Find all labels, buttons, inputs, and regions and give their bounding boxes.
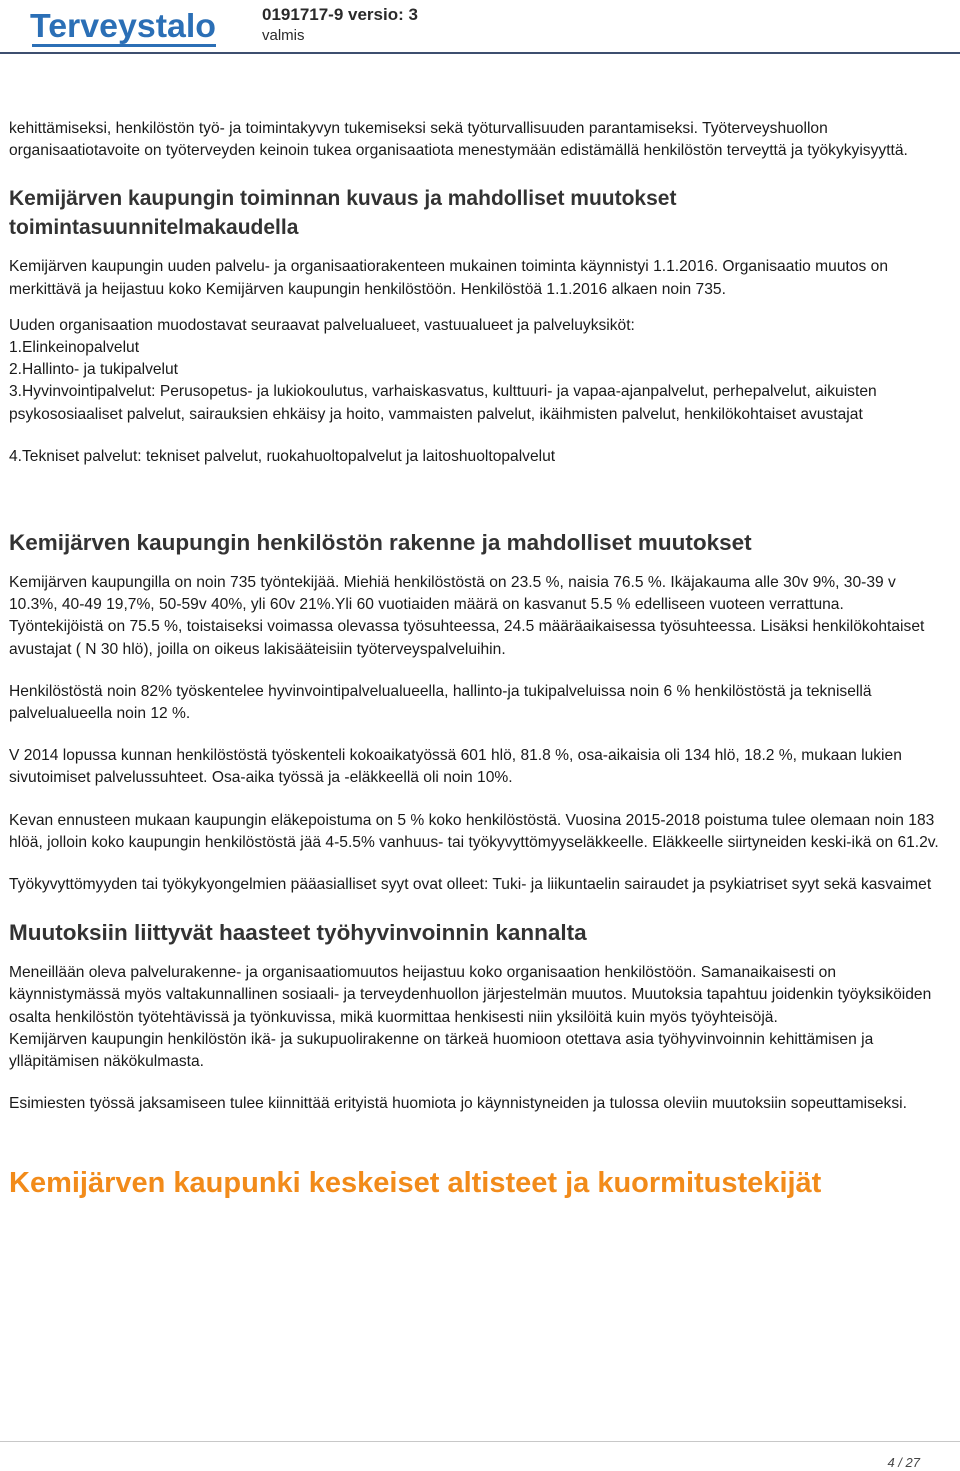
section-heading-toiminnan-kuvaus: Kemijärven kaupungin toiminnan kuvaus ja mahdolliset muutokset toimintasuunnitelmakaudella [9, 187, 677, 240]
document-status: valmis [262, 27, 305, 44]
intro-paragraph: kehittämiseksi, henkilöstön työ- ja toimintakyvyn tukemiseksi sekä työturvallisuuden parantamiseksi. Työterveyshuollon organisaatiotavoite on työterveyden keinoin tukea organisaatiota menestymään edistämällä henkilöstön terveyttä ja työkykyisyyttä. [9, 120, 908, 160]
service-unit-4: 4.Tekniset palvelut: tekniset palvelut, ruokahuoltopalvelut ja laitoshuoltopalvelut [9, 447, 556, 465]
section-heading-muutoksiin-liittyvat-haasteet: Muutoksiin liittyvät haasteet työhyvinvoinnin kannalta [9, 920, 587, 946]
document-id: 0191717-9 versio: 3 [262, 5, 418, 24]
document-meta [262, 5, 418, 46]
section2-paragraph-3: V 2014 lopussa kunnan henkilöstöstä työskenteli kokoaikatyössä 601 hlö, 81.8 %, osa-aikaisia oli 134 hlö, 18.2 %, mukaan lukien sivutoimiset palvelussuhteet. Osa-aika työssä ja -eläkkeellä oli noin 10%. [9, 747, 902, 787]
section3-paragraph-1b: Kemijärven kaupungin henkilöstön ikä- ja sukupuolirakenne on tärkeä huomioon otettava asia työhyvinvoinnin kehittämisen ja ylläpitämisen näkökulmasta. [9, 1030, 874, 1071]
section2-paragraph-2: Henkilöstöstä noin 82% työskentelee hyvinvointipalvelualueella, hallinto-ja tukipalveluissa noin 6 % henkilöstöstä ja teknisellä palvelualueella noin 12 %. [9, 682, 872, 723]
footer-divider [0, 1441, 960, 1442]
section2-paragraph-4: Kevan ennusteen mukaan kaupungin eläkepoistuma on 5 % koko henkilöstöstä. Vuosina 2015-2018 poistuma tulee olemaan noin 183 hlöä, jolloin koko kaupungin henkilöstöstä jää 4-5.5% vanhuus- tai työkyvyttömyyseläkkeelle. Eläkkeelle siirtyneiden keski-ikä on 61.2v. [9, 811, 939, 851]
section1-paragraph-2: Uuden organisaation muodostavat seuraavat palvelualueet, vastuualueet ja palveluyksiköt: [9, 316, 635, 334]
terveystalo-logo [30, 4, 220, 50]
section2-paragraph-1: Kemijärven kaupungilla on noin 735 työntekijää. Miehiä henkilöstöstä on 23.5 %, naisia 76.5 %. Ikäjakauma alle 30v 9%, 30-39 v 10.3%, 40-49 19,7%, 50-59v 40%, yli 60v 21%.Yli 60 vuotiaiden määrä on kasvanut 5.5 % edelliseen vuoteen verrattuna. Työntekijöistä on 75.5 %, toistaiseksi voimassa olevassa työsuhteessa, 24.5 määräaikaisessa työsuhteessa. Lisäksi henkilökohtaiset avustajat ( N 30 hlö), joilla on oikeus lakisääteisiin työterveyspalveluihin. [9, 574, 925, 658]
document-body [9, 118, 939, 1201]
page-number: 4 / 27 [887, 1455, 920, 1470]
service-units-list [9, 337, 939, 426]
section3-paragraph-2: Esimiesten työssä jaksamiseen tulee kiinnittää erityistä huomiota jo käynnistyneiden ja tulossa oleviin muutoksiin sopeuttamiseksi. [9, 1095, 907, 1113]
list-item: 3.Hyvinvointipalvelut: Perusopetus- ja lukiokoulutus, varhaiskasvatus, kulttuuri- ja vapaa-ajanpalvelut, perhepalvelut, aikuisten psykososiaaliset palvelut, sairauksien ehkäisy ja hoito, vammaisten palvelut, ikäihmisten palvelut, henkilökohtaiset avustajat [9, 383, 877, 423]
section2-paragraph-5: Työkyvyttömyyden tai työkykyongelmien pääasialliset syyt ovat olleet: Tuki- ja liikuntaelin sairaudet ja psykiatriset syyt sekä kasvaimet [9, 876, 932, 894]
header-divider [0, 52, 960, 54]
section-heading-altisteet-ja-kuormitustekijat: Kemijärven kaupunki keskeiset altisteet ja kuormitustekijät [9, 1167, 822, 1200]
section3-paragraph-1a: Meneillään oleva palvelurakenne- ja organisaatiomuutos heijastuu koko organisaation henkilöstöön. Samanaikaisesti on käynnistymässä myös valtakunnallinen sosiaali- ja terveydenhuollon järjestelmän muutos. Muutoksia tapahtuu joidenkin työyksiköiden osalta henkilöstön työtehtävissä ja työnkuvissa, mikä kuormittaa henkisesti niin yksilöitä kuin myös työyhteisöjä. [9, 964, 932, 1026]
section-heading-henkiloston-rakenne: Kemijärven kaupungin henkilöstön rakenne ja mahdolliset muutokset [9, 530, 752, 556]
logo-text: Terveystalo [30, 7, 216, 44]
list-item: 2.Hallinto- ja tukipalvelut [9, 361, 179, 379]
page-header [0, 0, 960, 52]
list-item: 1.Elinkeinopalvelut [9, 339, 140, 357]
section1-paragraph-1: Kemijärven kaupungin uuden palvelu- ja organisaatiorakenteen mukainen toiminta käynnistyi 1.1.2016. Organisaatio muutos on merkittävä ja heijastuu koko Kemijärven kaupungin henkilöstöön. Henkilöstöä 1.1.2016 alkaen noin 735. [9, 258, 888, 298]
